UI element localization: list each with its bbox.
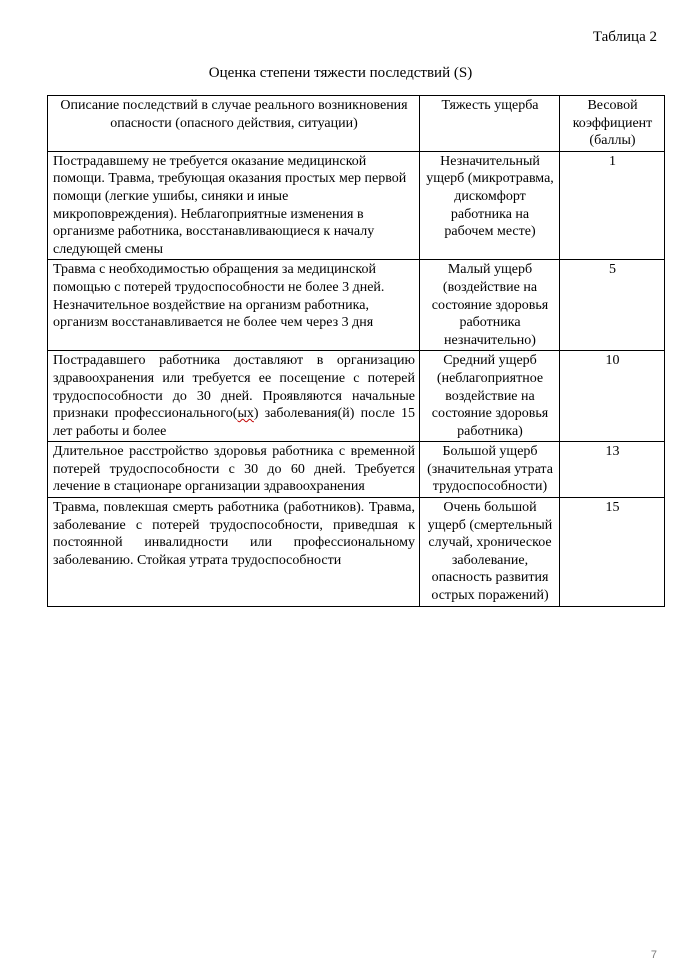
table-row: [48, 151, 665, 260]
row-description-part: Пострадавшего работника доставляют в организацию здравоохранения или требуется ее посещение с потерей трудоспособности до 30 дней. Проявляются начальные признаки профессионального(: [53, 353, 415, 422]
row-coefficient: 5: [560, 260, 665, 351]
row-severity: Незначительный ущерб (микротравма, дискомфорт работника на рабочем месте): [420, 151, 560, 260]
row-description: Травма, повлекшая смерть работника (работников). Травма, заболевание с потерей трудоспособности, приведшая к постоянной инвалидности или профессиональному заболеванию. Стойкая утрата трудоспособности: [48, 498, 420, 607]
row-coefficient: 10: [560, 351, 665, 442]
table-label: Таблица 2: [592, 29, 657, 45]
table-header-row: [48, 96, 665, 152]
row-description: Длительное расстройство здоровья работника с временной потерей трудоспособности с 30 до 60 дней. Требуется лечение в стационаре организации здравоохранения: [48, 442, 420, 498]
row-description: Пострадавшему не требуется оказание медицинской помощи. Травма, требующая оказания простых мер первой помощи (легкие ушибы, синяки и иные микроповреждения). Неблагоприятные изменения в организме работника, восстанавливающиеся к началу следующей смены: [48, 151, 420, 260]
row-description: Травма с необходимостью обращения за медицинской помощью с потерей трудоспособности не более 3 дней. Незначительное воздействие на организм работника, организм восстанавливается не более чем через 3 дня: [48, 260, 420, 351]
table-row: [48, 260, 665, 351]
severity-table: [47, 95, 665, 607]
row-severity: Очень большой ущерб (смертельный случай, хроническое заболевание, опасность развития острых поражений): [420, 498, 560, 607]
table-row: [48, 351, 665, 442]
header-severity: Тяжесть ущерба: [420, 96, 560, 152]
table-row: [48, 498, 665, 607]
row-description-part: ) заболевания(й) после 15 лет работы и более: [53, 406, 415, 439]
page-number: 7: [650, 949, 657, 961]
row-description: [48, 351, 420, 442]
row-severity: Малый ущерб (воздействие на состояние здоровья работника незначительно): [420, 260, 560, 351]
row-coefficient: 13: [560, 442, 665, 498]
header-coefficient: Весовой коэффициент (баллы): [560, 96, 665, 152]
row-coefficient: 1: [560, 151, 665, 260]
header-description: Описание последствий в случае реального возникновения опасности (опасного действия, ситуации): [48, 96, 420, 152]
row-severity: Средний ущерб (неблагоприятное воздействие на состояние здоровья работника): [420, 351, 560, 442]
row-coefficient: 15: [560, 498, 665, 607]
table-row: [48, 442, 665, 498]
row-severity: Большой ущерб (значительная утрата трудоспособности): [420, 442, 560, 498]
spellcheck-marked-text: ых: [237, 406, 254, 422]
table-title: Оценка степени тяжести последствий (S): [208, 65, 473, 81]
